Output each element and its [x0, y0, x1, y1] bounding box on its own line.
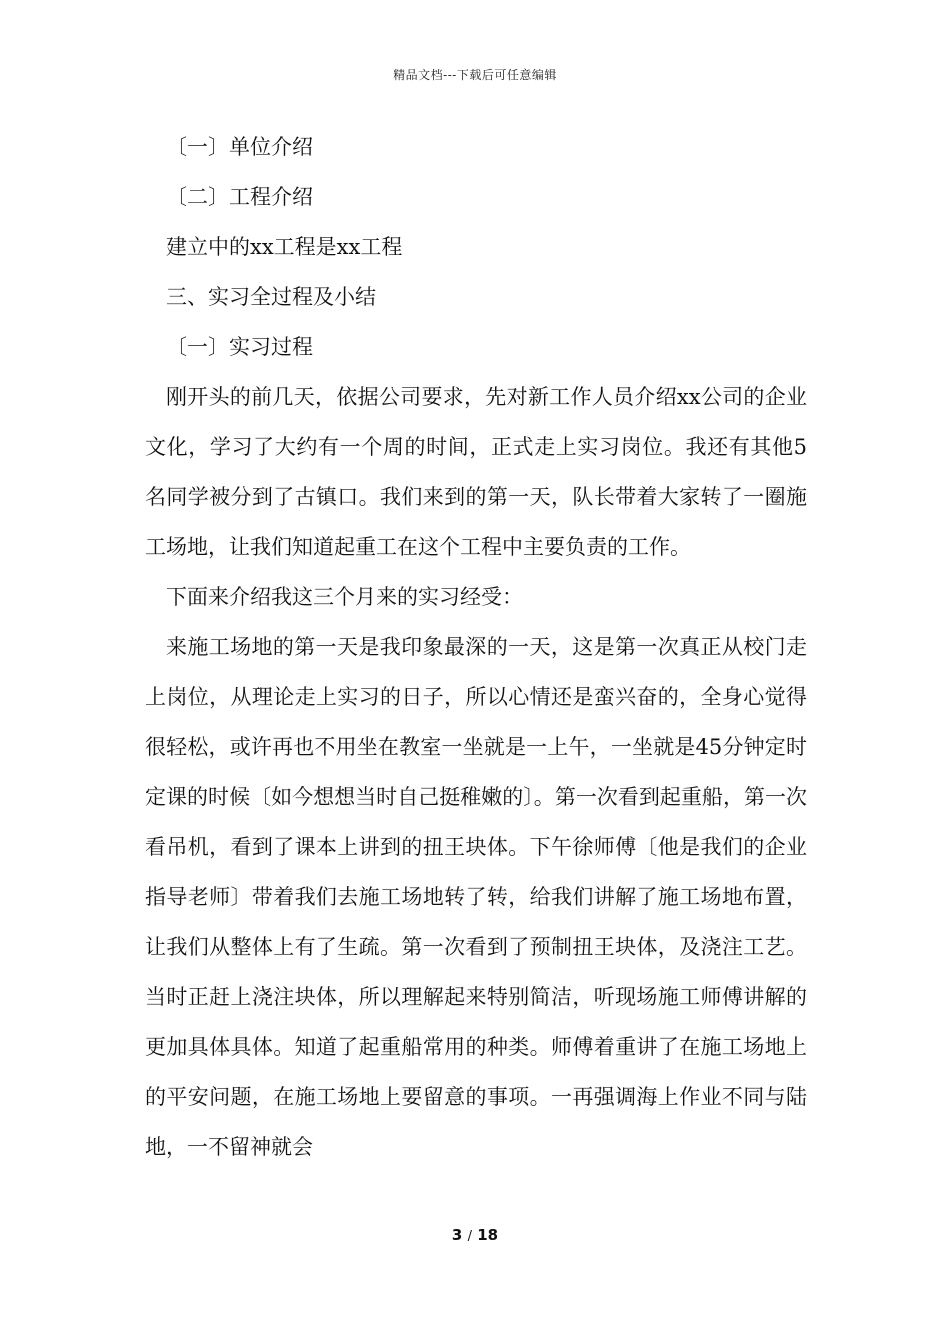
paragraph-project-desc: 建立中的xx工程是xx工程 — [166, 235, 403, 259]
paragraph-first-days: 刚开头的前几天，依据公司要求，先对新工作人员介绍xx公司的企业文化，学习了大约有一个周的时间，正式走上实习岗位。我还有其他5名同学被分到了古镇口。我们来到的第一天，队长带着大家转了一圈施工场地，让我们知道起重工在这个工程中主要负责的工作。 — [145, 385, 807, 559]
total-pages-number: 18 — [477, 1226, 499, 1244]
current-page-number: 3 — [451, 1226, 463, 1244]
paragraph-intro-experience: 下面来介绍我这三个月来的实习经受： — [166, 585, 523, 609]
page-separator: / — [467, 1229, 472, 1244]
section-heading-unit-intro: 〔一〕单位介绍 — [166, 135, 313, 159]
section-heading-internship-process: 〔一〕实习过程 — [166, 335, 313, 359]
section-heading-project-intro: 〔二〕工程介绍 — [166, 185, 313, 209]
page-number — [0, 1226, 950, 1244]
document-body — [145, 122, 807, 1172]
section-heading-internship-summary: 三、实习全过程及小结 — [166, 285, 376, 309]
page-header: 精品文档---下载后可任意编辑 — [393, 68, 557, 82]
paragraph-first-day-site: 来施工场地的第一天是我印象最深的一天，这是第一次真正从校门走上岗位，从理论走上实习的日子，所以心情还是蛮兴奋的，全身心觉得很轻松，或许再也不用坐在教室一坐就是一上午，一坐就是45分钟定时定课的时候〔如今想想当时自己挺稚嫩的〕。第一次看到起重船，第一次看吊机，看到了课本上讲到的扭王块体。下午徐师傅〔他是我们的企业指导老师〕带着我们去施工场地转了转，给我们讲解了施工场地布置，让我们从整体上有了生疏。第一次看到了预制扭王块体，及浇注工艺。当时正赶上浇注块体，所以理解起来特别简洁，听现场施工师傅讲解的更加具体具体。知道了起重船常用的种类。师傅着重讲了在施工场地上的平安问题，在施工场地上要留意的事项。一再强调海上作业不同与陆地，一不留神就会 — [145, 635, 807, 1159]
